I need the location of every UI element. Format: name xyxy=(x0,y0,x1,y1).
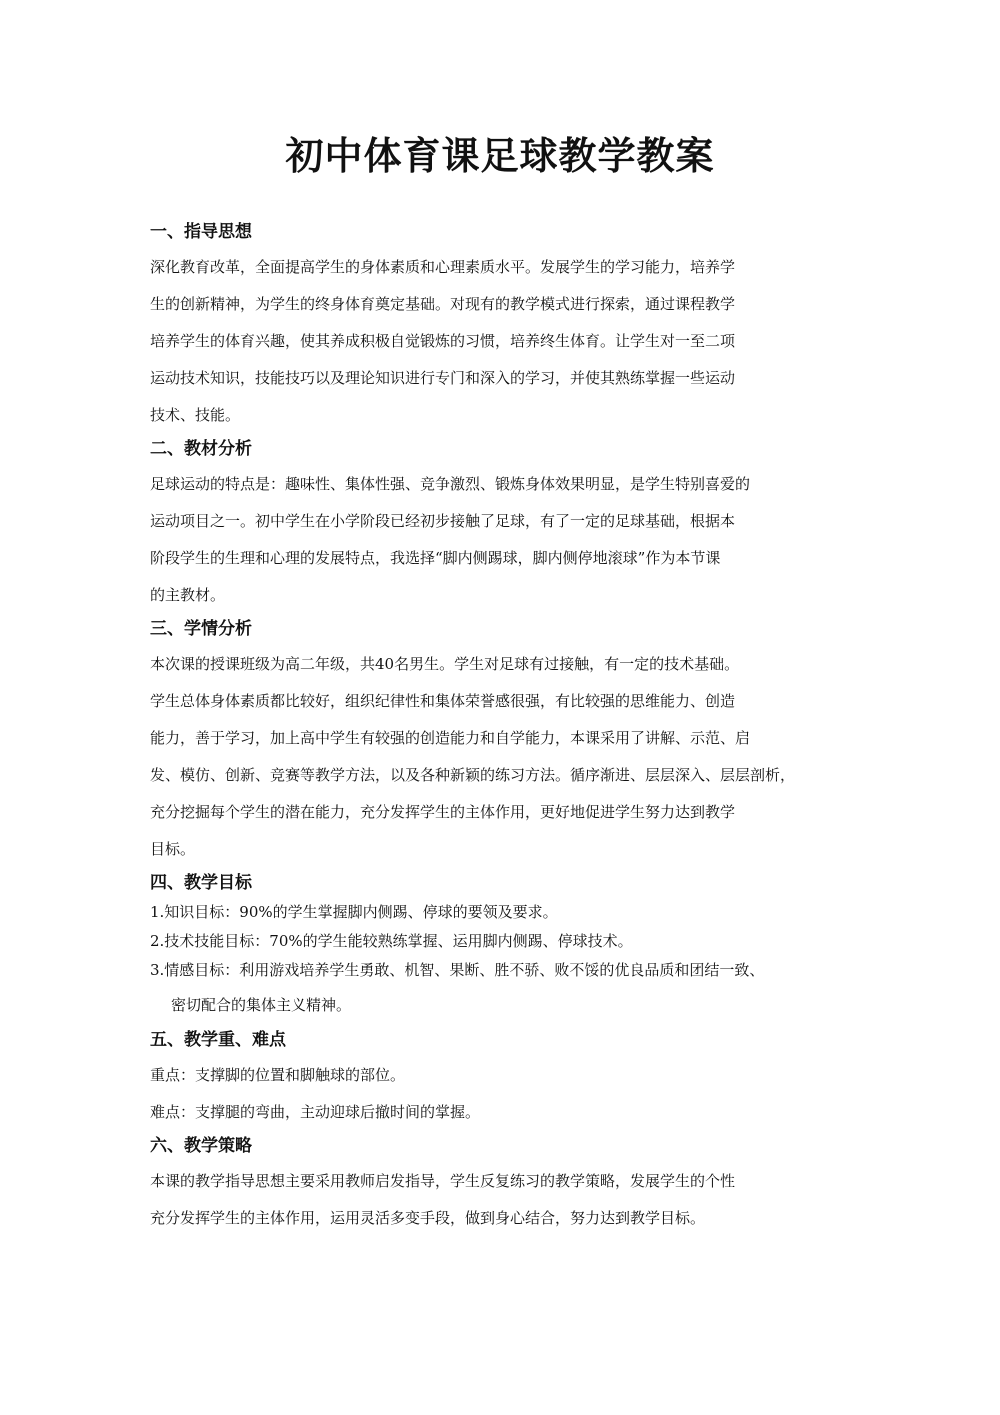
list-item-text: 2.技术技能目标：70%的学生能较熟练掌握、运用脚内侧踢、停球技术。 xyxy=(150,932,633,950)
section-heading: 二、教材分析 xyxy=(150,439,252,459)
section-heading: 四、教学目标 xyxy=(150,873,252,893)
section-material-analysis xyxy=(150,434,855,614)
section-heading: 五、教学重、难点 xyxy=(150,1030,286,1050)
paragraph-line: 充分挖掘每个学生的潜在能力，充分发挥学生的主体作用，更好地促进学生努力达到教学 xyxy=(150,803,736,821)
section-key-difficult-points xyxy=(150,1025,855,1131)
paragraph-line: 阶段学生的生理和心理的发展特点，我选择“脚内侧踢球，脚内侧停地滚球”作为本节课 xyxy=(150,549,721,567)
section-student-analysis xyxy=(150,614,855,868)
list-item-text: 3.情感目标：利用游戏培养学生勇敢、机智、果断、胜不骄、败不馁的优良品质和团结一致、 xyxy=(150,961,765,979)
paragraph-line: 运动技术知识，技能技巧以及理论知识进行专门和深入的学习，并使其熟练掌握一些运动 xyxy=(150,369,736,387)
list-item xyxy=(150,927,855,956)
section-heading: 一、指导思想 xyxy=(150,222,252,242)
paragraph-line: 的主教材。 xyxy=(150,586,226,604)
paragraph-line: 生的创新精神，为学生的终身体育奠定基础。对现有的教学模式进行探索，通过课程教学 xyxy=(150,295,736,313)
list-item-continuation: 密切配合的集体主义精神。 xyxy=(171,996,352,1014)
section-teaching-objectives xyxy=(150,868,855,1025)
paragraph-line: 深化教育改革，全面提高学生的身体素质和心理素质水平。发展学生的学习能力，培养学 xyxy=(150,258,736,276)
paragraph-line: 重点：支撑脚的位置和脚触球的部位。 xyxy=(150,1066,406,1084)
section-heading: 六、教学策略 xyxy=(150,1136,252,1156)
paragraph-line: 难点：支撑腿的弯曲，主动迎球后撤时间的掌握。 xyxy=(150,1103,481,1121)
document-body xyxy=(150,217,855,1237)
paragraph-line: 本课的教学指导思想主要采用教师启发指导，学生反复练习的教学策略，发展学生的个性 xyxy=(150,1172,736,1190)
section-teaching-strategy xyxy=(150,1131,855,1237)
paragraph-line: 发、模仿、创新、竞赛等教学方法，以及各种新颖的练习方法。循序渐进、层层深入、层层剖析， xyxy=(150,766,796,784)
list-item xyxy=(150,956,855,1025)
paragraph-line: 学生总体身体素质都比较好，组织纪律性和集体荣誉感很强，有比较强的思维能力、创造 xyxy=(150,692,736,710)
paragraph-line: 技术、技能。 xyxy=(150,406,241,424)
paragraph-line: 充分发挥学生的主体作用，运用灵活多变手段，做到身心结合，努力达到教学目标。 xyxy=(150,1209,706,1227)
section-guiding-ideology xyxy=(150,217,855,434)
paragraph-line: 本次课的授课班级为高二年级，共40名男生。学生对足球有过接触，有一定的技术基础。 xyxy=(150,655,740,673)
document-title: 初中体育课足球教学教案 xyxy=(285,134,715,178)
paragraph-line: 目标。 xyxy=(150,840,196,858)
paragraph-line: 运动项目之一。初中学生在小学阶段已经初步接触了足球，有了一定的足球基础，根据本 xyxy=(150,512,736,530)
list-item xyxy=(150,898,855,927)
section-heading: 三、学情分析 xyxy=(150,619,252,639)
paragraph-line: 培养学生的体育兴趣，使其养成积极自觉锻炼的习惯，培养终生体育。让学生对一至二项 xyxy=(150,332,736,350)
list-item-text: 1.知识目标：90%的学生掌握脚内侧踢、停球的要领及要求。 xyxy=(150,903,558,921)
paragraph-line: 足球运动的特点是：趣味性、集体性强、竞争激烈、锻炼身体效果明显，是学生特别喜爱的 xyxy=(150,475,751,493)
objective-list xyxy=(150,898,855,1025)
paragraph-line: 能力，善于学习，加上高中学生有较强的创造能力和自学能力，本课采用了讲解、示范、启 xyxy=(150,729,751,747)
